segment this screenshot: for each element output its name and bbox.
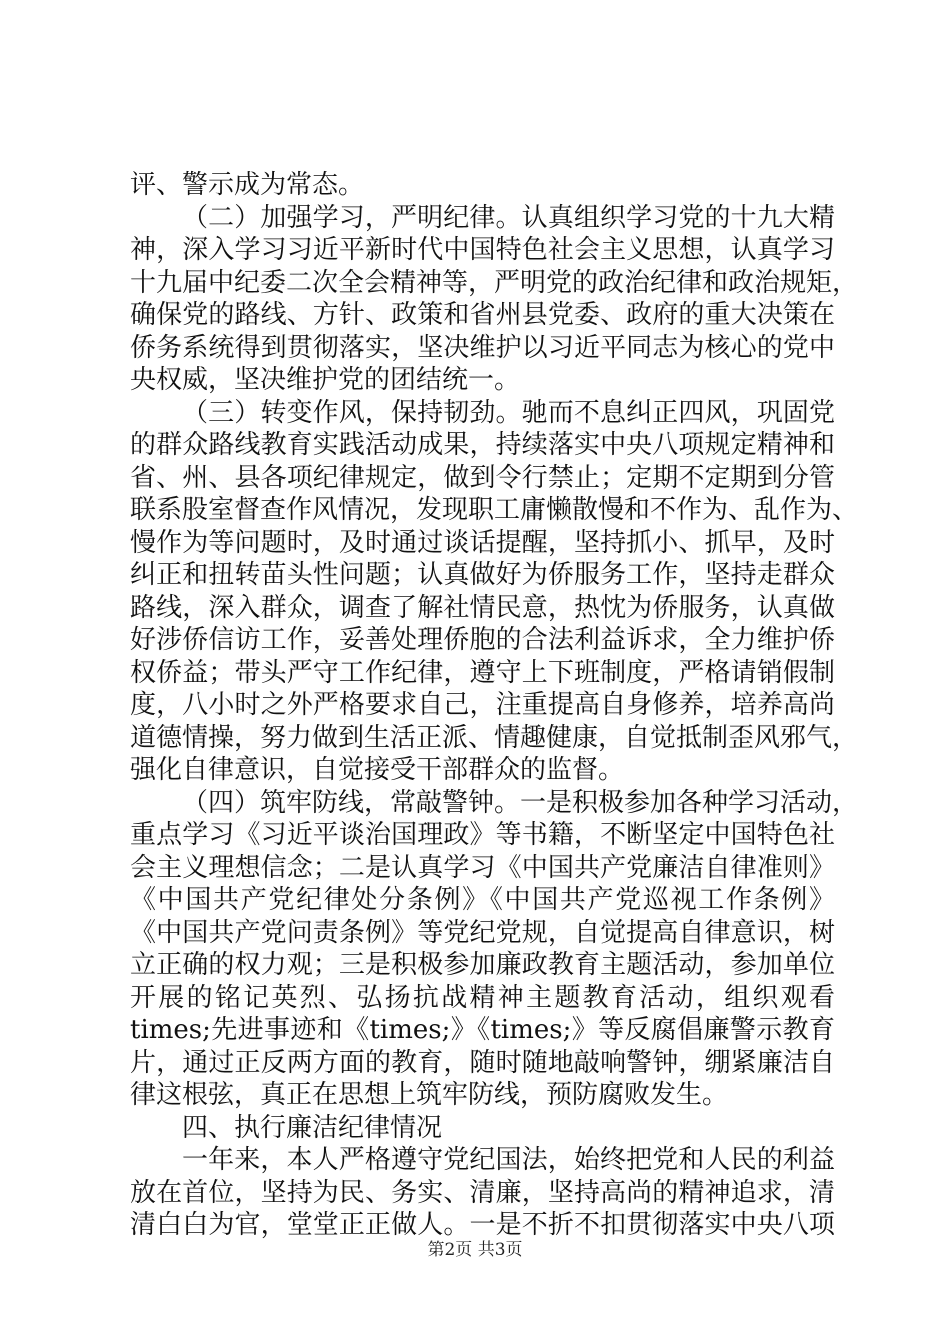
text-line: 确保党的路线、方针、政策和省州县党委、政府的重大决策在	[130, 300, 835, 330]
text-line: 评、警示成为常态。	[130, 170, 365, 200]
page-number-footer: 第2页 共3页	[427, 1240, 523, 1260]
text-line: 省、州、县各项纪律规定，做到令行禁止；定期不定期到分管	[130, 462, 835, 493]
text-line: 联系股室督查作风情况，发现职工庸懒散慢和不作为、乱作为、	[130, 495, 859, 525]
text-line: times;先进事迹和《times;》《times;》等反腐倡廉警示教育	[130, 1015, 835, 1045]
text-line: 神，深入学习习近平新时代中国特色社会主义思想，认真学习	[130, 235, 835, 265]
text-line: 一年来，本人严格遵守党纪国法，始终把党和人民的利益	[182, 1145, 835, 1175]
document-body	[130, 169, 859, 1242]
text-line: 开展的铭记英烈、弘扬抗战精神主题教育活动，组织观看	[130, 982, 835, 1013]
text-line: 纠正和扭转苗头性问题；认真做好为侨服务工作，坚持走群众	[130, 560, 835, 590]
text-line: 的群众路线教育实践活动成果，持续落实中央八项规定精神和	[130, 430, 835, 460]
section-heading: 四、执行廉洁纪律情况	[182, 1112, 443, 1143]
text-line: 强化自律意识，自觉接受干部群众的监督。	[130, 755, 625, 785]
text-line: 侨务系统得到贯彻落实，坚决维护以习近平同志为核心的党中	[130, 332, 835, 363]
text-line: 路线，深入群众，调查了解社情民意，热忱为侨服务，认真做	[130, 592, 835, 623]
text-line: 道德情操，努力做到生活正派、情趣健康，自觉抵制歪风邪气，	[130, 722, 859, 753]
text-line: 律这根弦，真正在思想上筑牢防线，预防腐败发生。	[130, 1080, 729, 1110]
text-line: 片，通过正反两方面的教育，随时随地敲响警钟，绷紧廉洁自	[130, 1047, 835, 1078]
text-line: 立正确的权力观；三是积极参加廉政教育主题活动，参加单位	[130, 950, 835, 980]
text-line: 放在首位，坚持为民、务实、清廉，坚持高尚的精神追求，清	[130, 1177, 835, 1208]
text-line: 会主义理想信念；二是认真学习《中国共产党廉洁自律准则》	[130, 852, 835, 883]
text-line: 权侨益；带头严守工作纪律，遵守上下班制度，严格请销假制	[130, 657, 835, 688]
text-line: 清白白为官，堂堂正正做人。一是不折不扣贯彻落实中央八项	[130, 1210, 835, 1240]
text-line: 度，八小时之外严格要求自己，注重提高自身修养，培养高尚	[130, 690, 835, 720]
text-line: 重点学习《习近平谈治国理政》等书籍，不断坚定中国特色社	[130, 820, 835, 850]
text-line: （二）加强学习，严明纪律。认真组织学习党的十九大精	[182, 202, 835, 233]
text-line: 好涉侨信访工作，妥善处理侨胞的合法利益诉求，全力维护侨	[130, 625, 835, 655]
text-line: 慢作为等问题时，及时通过谈话提醒，坚持抓小、抓早，及时	[130, 527, 835, 558]
text-line: 《中国共产党纪律处分条例》《中国共产党巡视工作条例》	[130, 885, 835, 915]
text-line: （三）转变作风，保持韧劲。驰而不息纠正四风，巩固党	[182, 397, 835, 428]
text-line: 央权威，坚决维护党的团结统一。	[130, 365, 521, 395]
text-line: （四）筑牢防线，常敲警钟。一是积极参加各种学习活动，	[182, 787, 859, 818]
text-line: 《中国共产党问责条例》等党纪党规，自觉提高自律意识，树	[130, 917, 835, 948]
text-line: 十九届中纪委二次全会精神等，严明党的政治纪律和政治规矩，	[130, 267, 859, 298]
